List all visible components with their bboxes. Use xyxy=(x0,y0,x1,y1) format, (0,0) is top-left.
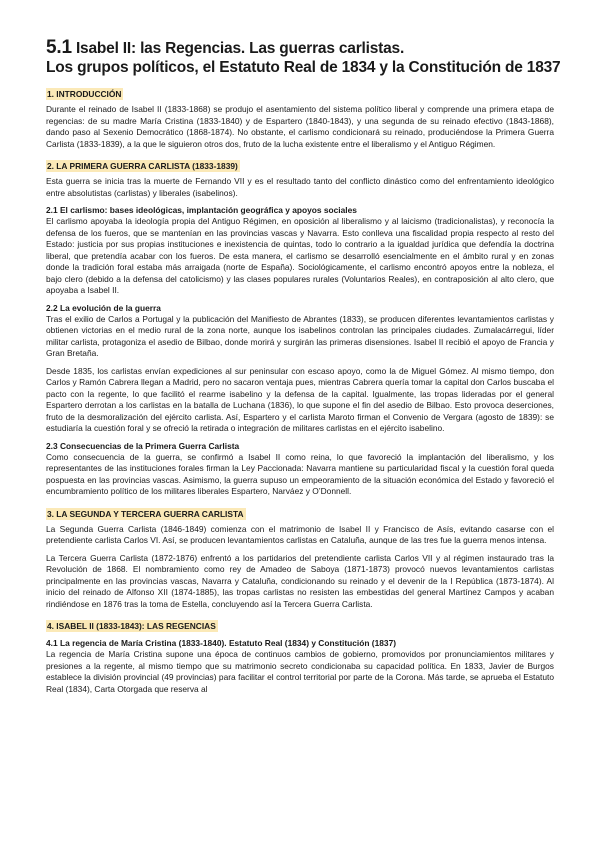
paragraph: La Segunda Guerra Carlista (1846-1849) comienza con el matrimonio de Isabel II y Francisco de Asís, evitando casarse con el pretendiente carlista Carlos VI. Así, se producen levantamientos carlistas en Cataluña, aunque de las tres fue la guerra menos intensa. xyxy=(46,523,554,545)
subsection-heading: 2.2 La evolución de la guerra xyxy=(46,302,161,313)
section-introduccion xyxy=(46,84,554,150)
subsection-heading: 4.1 La regencia de María Cristina (1833-1840). Estatuto Real (1834) y Constitución (1837) xyxy=(46,638,397,648)
section-heading: 2. LA PRIMERA GUERRA CARLISTA (1833-1839) xyxy=(47,161,238,171)
section-regencias xyxy=(46,616,554,695)
section-segunda-tercera-guerra xyxy=(46,504,554,611)
paragraph: Esta guerra se inicia tras la muerte de Fernando VII y es el resultado tanto del conflicto dinástico como del enfrentamiento ideológico entre absolutistas (carlistas) y liberales (isabelinos). xyxy=(46,176,554,198)
subsection-heading: 2.1 El carlismo: bases ideológicas, implantación geográfica y apoyos sociales xyxy=(46,205,357,215)
document-title xyxy=(46,38,554,58)
subsection-heading: 2.3 Consecuencias de la Primera Guerra Carlista xyxy=(46,440,240,451)
section-heading: 3. LA SEGUNDA Y TERCERA GUERRA CARLISTA xyxy=(47,508,244,519)
paragraph: Como consecuencia de la guerra, se confirmó a Isabel II como reina, lo que favoreció la implantación del liberalismo, y los representantes de las instituciones forales firman la Ley Paccionada: Navarra mantiene su particularidad fiscal y la cuestión foral queda pospuesta en las provincias vascas. Asimismo, la guerra supuso un empeoramiento de la situación económica del Estado y favoreció el encumbramiento político de los militares liberales Espartero, Narváez y O’Donnell. xyxy=(46,451,554,496)
title-line-2: Los grupos políticos, el Estatuto Real de 1834 y la Constitución de 1837 xyxy=(46,59,561,76)
section-primera-guerra xyxy=(46,156,554,498)
paragraph: Desde 1835, los carlistas envían expediciones al sur peninsular con escaso apoyo, como la de Miguel Gómez. Al mismo tiempo, don Carlos y Ramón Cabrera llegan a Madrid, pero no sacaron ventaja pues, mientras Cabrera quería tomar la capital don Carlos buscaba el pacto con la regente, lo que facilitó el rearme isabelino y la defensa de la capital. Igualmente, las tropas lideradas por el general Espartero derrotan a los carlistas en la batalla de Luchana (1836), lo que supone el fin del asedio de Bilbao. Esto provoca deserciones, fruto de la desmoralización del ejército carlista. Así, Espartero y el carlista Maroto firman el Convenio de Vergara (agosto de 1839): se estudiaría la cuestión foral y se ofreció la retirada o integración de militares carlistas en el ejército isabelino. xyxy=(46,365,554,433)
paragraph: El carlismo apoyaba la ideología propia del Antiguo Régimen, en oposición al liberalismo y al laicismo (tradicionalistas), y reconocía la defensa de los fueros, que se mantenían en las provincias vascas y Navarra. Esto conlleva una fiscalidad propia respecto al resto del Estado: justicia por sus propias instituciones e inexistencia de quintas, todo lo contrario a la igualdad jurídica que defendía la doctrina liberal, que pretendía acabar con los fueros. De esta manera, el carlismo se desarrolló esencialmente en el ámbito rural y en zonas donde la tradición foral estaba más arraigada (norte de España). Sociológicamente, el carlismo encontró apoyos entre la nobleza, el bajo clero (debido a la defensa del catolicismo) y las clases populares rurales (Voluntarios Reales), en contraposición al alto clero, que apoyaba a Isabel II. xyxy=(46,216,554,295)
title-line-1: Isabel II: las Regencias. Las guerras carlistas. xyxy=(75,40,405,57)
section-heading: 4. ISABEL II (1833-1843): LAS REGENCIAS xyxy=(47,621,216,631)
paragraph: Durante el reinado de Isabel II (1833-1868) se produjo el asentamiento del sistema político liberal y comprende una primera etapa de regencias: de su madre María Cristina (1833-1840) y de Espartero (1840-1843), y una segunda de su reinado efectivo (1843-1868), dando paso al Sexenio Democrático (1868-1874). No obstante, el carlismo condicionará su reinado, produciéndose la Primera Guerra Carlista (1833-1839), a la que le siguieron otros dos, fruto de la lucha existente entre el liberalismo y el Antiguo Régimen. xyxy=(46,104,554,149)
section-number: 5.1 xyxy=(46,37,72,58)
paragraph: La regencia de María Cristina supone una época de continuos cambios de gobierno, promovidos por pronunciamientos militares y presiones a la regente, al mismo tiempo que su matrimonio secreto condicionaba su capacidad política. En 1833, Javier de Burgos establece la división provincial (49 provincias) para facilitar el control territorial por parte de la Corona. Más tarde, se aprueba el Estatuto Real (1834), Carta Otorgada que reserva al xyxy=(46,649,554,694)
section-heading: 1. INTRODUCCIÓN xyxy=(47,89,122,99)
paragraph: Tras el exilio de Carlos a Portugal y la publicación del Manifiesto de Abrantes (1833), se producen diferentes levantamientos carlistas y obtienen victorias en el medio rural de la zona norte, aunque los isabelinos controlan las principales ciudades. Zumalacárregui, líder militar carlista, protagoniza el asedio de Bilbao, donde morirá y surgirán las primeras disensiones. Isabel II recibió el apoyo de Francia y Gran Bretaña. xyxy=(46,313,554,358)
paragraph: La Tercera Guerra Carlista (1872-1876) enfrentó a los partidarios del pretendiente carlista Carlos VII y al régimen instaurado tras la Revolución de 1868. El nombramiento como rey de Amadeo de Saboya (1871-1873) provocó nuevos levantamientos carlistas principalmente en las provincias vascas, Navarra y Cataluña, condicionando su reinado y el devenir de la I República (1873-1874). Al inicio del reinado de Alfonso XII (1874-1885), las tropas carlistas no resisten las embestidas del general Martínez Campos y acaban rindiéndose en 1876 tras la toma de Estella, concluyendo así la Tercera Guerra Carlista. xyxy=(46,552,554,609)
